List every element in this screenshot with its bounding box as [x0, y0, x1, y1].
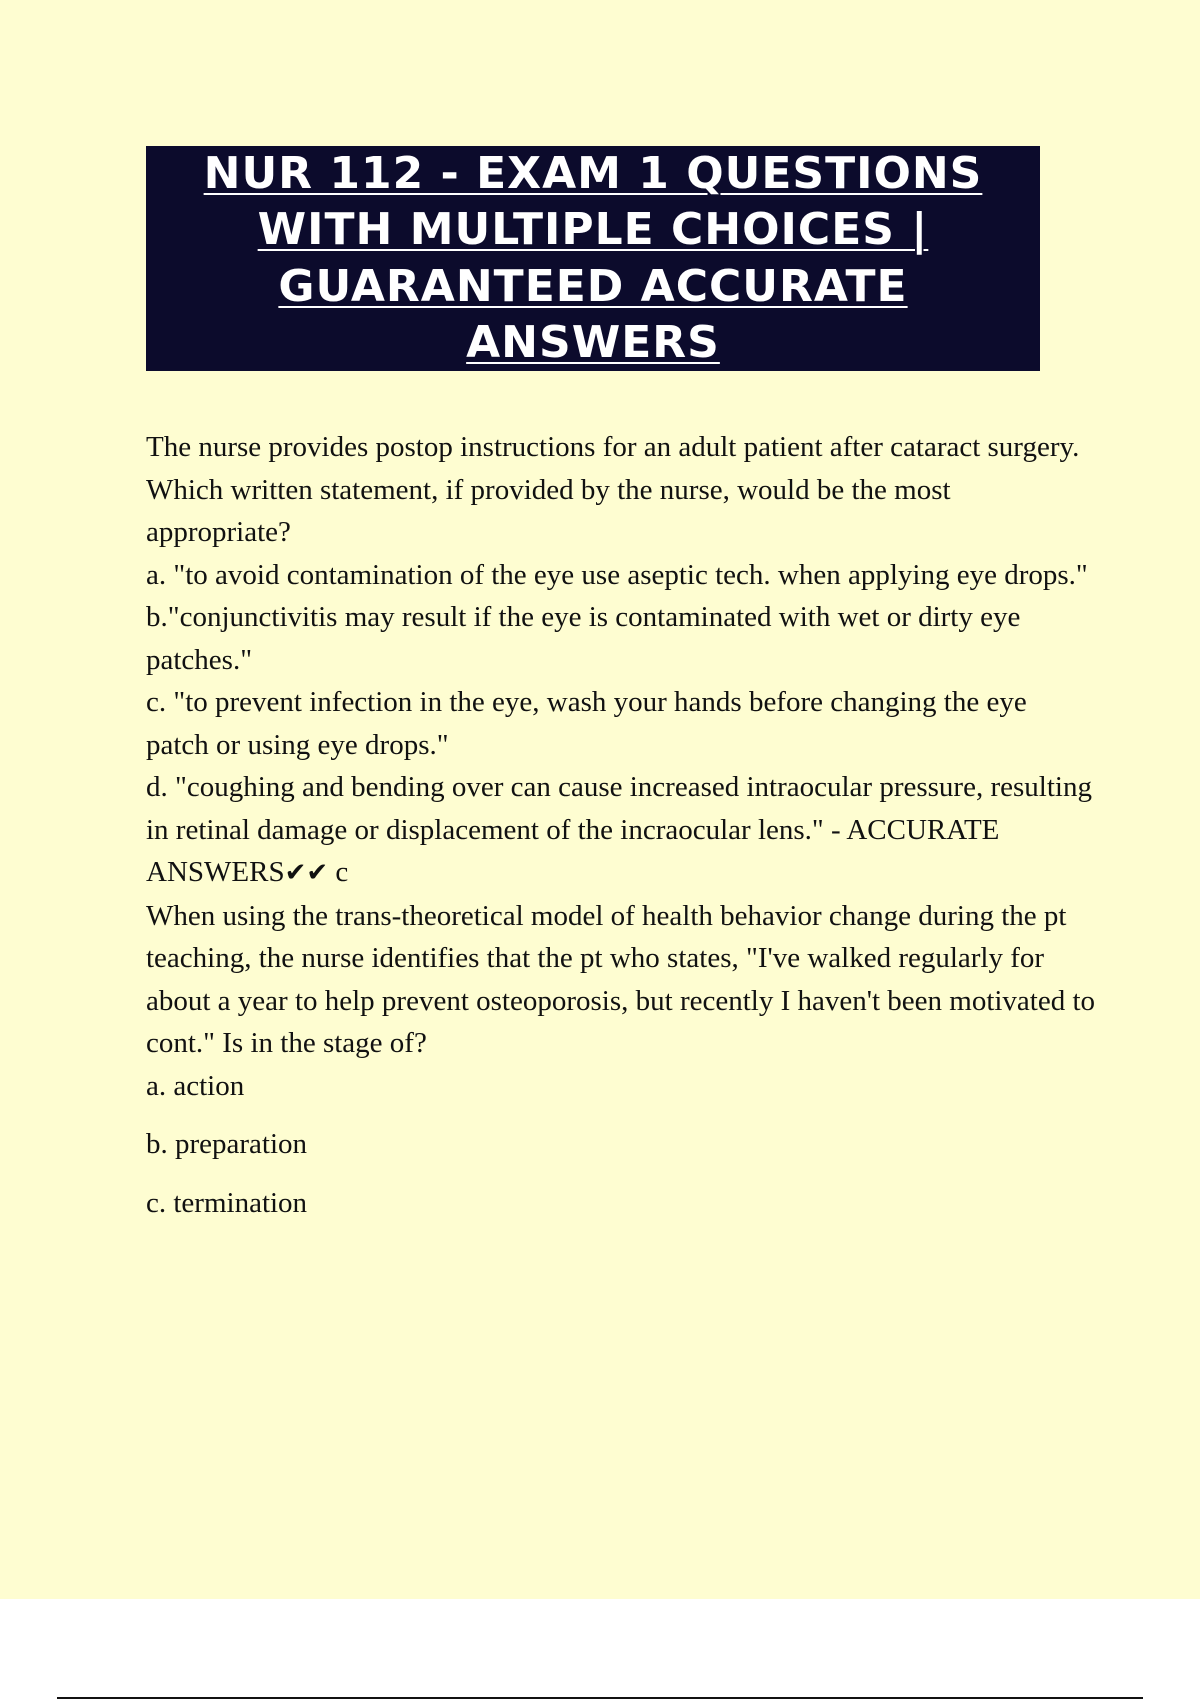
- question-stem: The nurse provides postop instructions for an adult patient after cataract surgery. Which written statement, if provided by the nurse, would be the most appropriate?: [146, 431, 1080, 548]
- answer-option-with-answer: [146, 766, 1096, 895]
- answer-option: a. action: [146, 1069, 245, 1102]
- answer-option: c. termination: [146, 1186, 308, 1219]
- answer-option: a. "to avoid contamination of the eye use aseptic tech. when applying eye drops.": [146, 558, 1088, 591]
- question-stem: When using the trans-theoretical model of health behavior change during the pt teaching, the nurse identifies that the pt who states, "I've walked regularly for about a year to help prevent osteoporosis, but recently I haven't been motivated to cont." Is in the stage of?: [146, 899, 1096, 1059]
- answer-option: b. preparation: [146, 1128, 308, 1160]
- answer-option: c. "to prevent infection in the eye, wash your hands before changing the eye patch or using eye drops.": [146, 686, 1027, 761]
- answer-option-text: d. "coughing and bending over can cause increased intraocular pressure, resulting in retinal damage or displacement of the incraocular lens." - ACCURATE ANSWERS: [146, 771, 1092, 888]
- answer-option: b."conjunctivitis may result if the eye is contaminated with wet or dirty eye patches.": [146, 601, 1021, 676]
- page-divider: [57, 1697, 1143, 1699]
- correct-answer: c: [328, 856, 349, 888]
- document-body: [146, 426, 1096, 1240]
- check-marks-icon: ✔✔: [284, 858, 329, 888]
- title-banner: [146, 146, 1040, 371]
- document-title: NUR 112 - EXAM 1 QUESTIONS WITH MULTIPLE CHOICES | GUARANTEED ACCURATE ANSWERS: [203, 147, 983, 368]
